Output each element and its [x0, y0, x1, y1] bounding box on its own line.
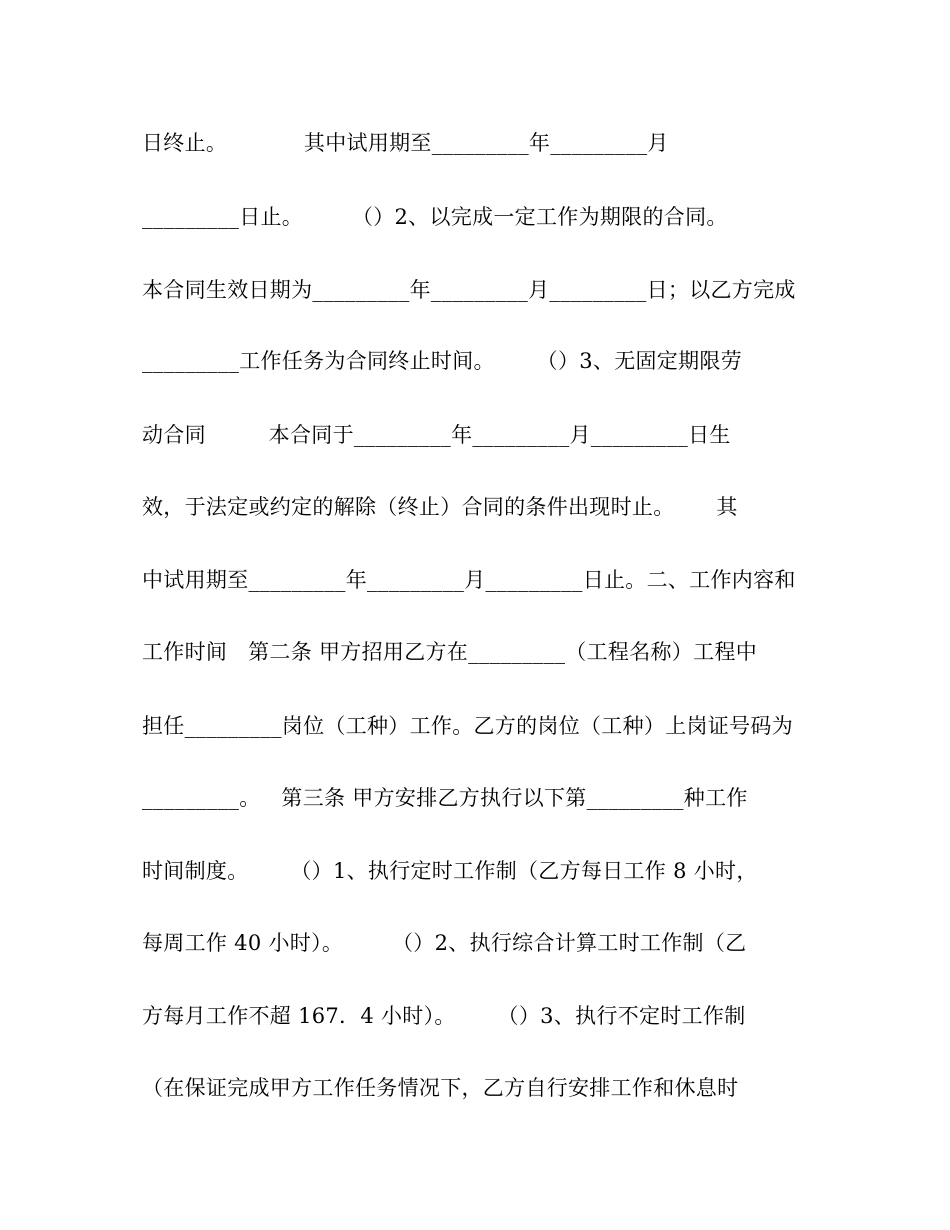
text-line: （在保证完成甲方工作任务情况下，乙方自行安排工作和休息时	[142, 1076, 739, 1100]
text-line: _________工作任务为合同终止时间。 （）3、无固定期限劳	[142, 349, 743, 373]
text-line: 每周工作 40 小时）。 （）2、执行综合计算工时工作制（乙	[142, 931, 747, 955]
text-line: 日终止。 其中试用期至_________年_________月	[142, 131, 669, 155]
text-line: 方每月工作不超 167．4 小时）。 （）3、执行不定时工作制	[142, 1004, 746, 1028]
text-line: 本合同生效日期为_________年_________月_________日；以乙方完成	[142, 278, 796, 302]
text-line: 担任_________岗位（工种）工作。乙方的岗位（工种）上岗证号码为	[142, 714, 793, 738]
text-line: 动合同 本合同于_________年_________月_________日生	[142, 423, 731, 447]
text-line: 时间制度。 （）1、执行定时工作制（乙方每日工作 8 小时，	[142, 859, 758, 883]
text-line: 工作时间 第二条 甲方招用乙方在_________（工程名称）工程中	[142, 640, 757, 664]
text-line: 效，于法定或约定的解除（终止）合同的条件出现时止。 其	[142, 495, 738, 519]
text-line: _________。 第三条 甲方安排乙方执行以下第_________种工作	[142, 786, 748, 810]
text-line: 中试用期至_________年_________月_________日止。二、工作内容和	[142, 568, 796, 592]
text-line: _________日止。 （）2、以完成一定工作为期限的合同。	[142, 205, 728, 229]
